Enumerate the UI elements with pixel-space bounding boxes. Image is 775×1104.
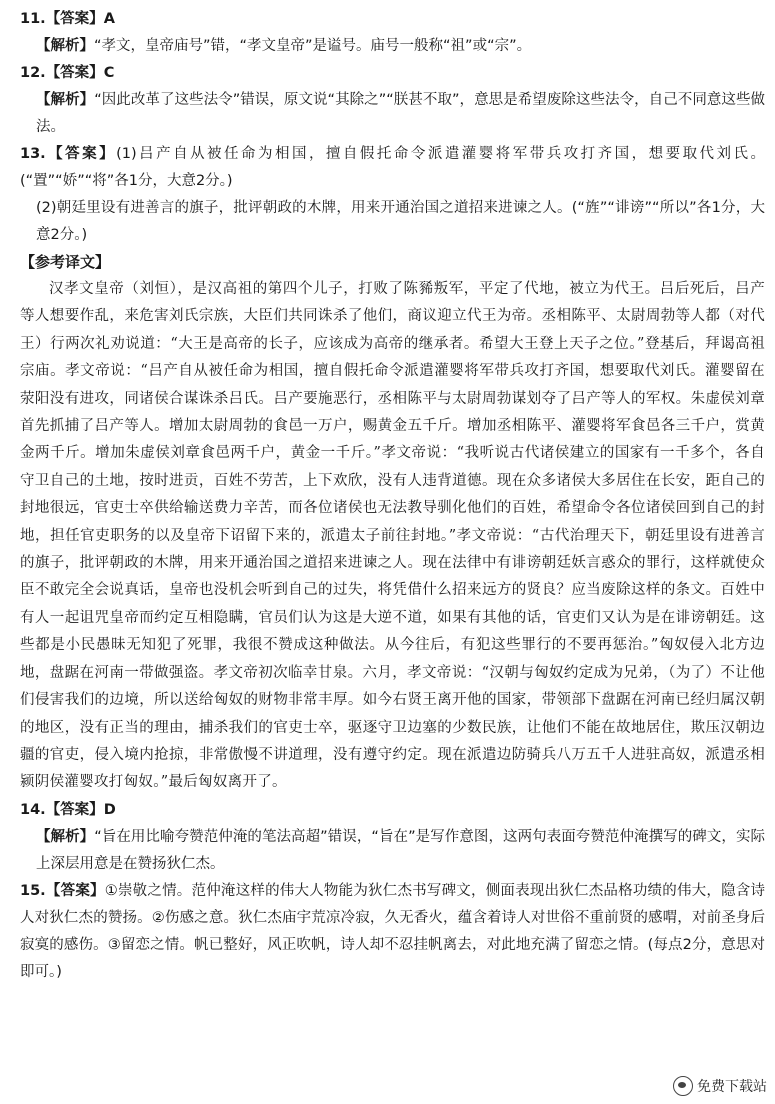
reference-title: 【参考译文】 (20, 253, 111, 271)
answer-text: ①崇敬之情。范仲淹这样的伟大人物能为狄仁杰书写碑文，侧面表现出狄仁杰品格功绩的伟大，隐含诗人对狄仁杰的赞扬。②伤感之意。狄仁杰庙宇荒凉冷寂，久无香火，蕴含着诗人对世俗不重前贤的感喟，对前圣身后寂寞的感伤。③留恋之情。帆已整好，风正吹帆，诗人却不忍挂帆离去，对此地充满了留恋之情。(每点2分，意思对即可。) (20, 882, 766, 980)
explanation-label: 【解析】 (36, 92, 95, 108)
answer-value: D (103, 801, 116, 818)
explanation-label: 【解析】 (36, 38, 94, 54)
question-number: 12. (20, 65, 46, 81)
question-13 (20, 141, 765, 249)
answer-label: 【答案】 (45, 146, 117, 162)
answer-part-2: (2)朝廷里设有进善言的旗子，批评朝政的木牌，用来开通治国之道招来进谏之人。(“旌”“诽谤”“所以”各1分，大意2分。) (36, 200, 765, 243)
question-12 (20, 60, 765, 141)
question-15 (20, 878, 765, 986)
wechat-icon (673, 1076, 693, 1096)
answer-part-1: (1)吕产自从被任命为相国，擅自假托命令派遣灌婴将军带兵攻打齐国，想要取代刘氏。(“置”“娇”“将”各1分，大意2分。) (20, 146, 765, 189)
explanation-label: 【解析】 (36, 828, 95, 845)
answer-sheet (20, 6, 765, 986)
question-11 (20, 6, 765, 60)
question-number: 15. (20, 882, 46, 899)
footer-brand: 免费下载站 (697, 1079, 767, 1095)
reference-text: 汉孝文皇帝（刘恒），是汉高祖的第四个儿子，打败了陈豨叛军，平定了代地，被立为代王。吕后死后，吕产等人想要作乱，来危害刘氏宗族，大臣们共同诛杀了他们，商议迎立代王为帝。丞相陈平、太尉周勃等人都（对代王）行两次礼劝说道：“大王是高帝的长子，应该成为高帝的继承者。希望大王登上天子之位。”登基后，拜谒高祖宗庙。孝文帝说：“吕产自从被任命为相国，擅自假托命令派遣灌婴将军带兵攻打齐国，想要取代刘氏。灌婴留在荥阳没有进攻，同诸侯合谋诛杀吕氏。吕产要施恶行，丞相陈平与太尉周勃谋划夺了吕产等人的军权。朱虚侯刘章首先抓捕了吕产等人。增加太尉周勃的食邑一万户，赐黄金五千斤。增加丞相陈平、灌婴将军食邑各三千户，赏黄金两千斤。增加朱虚侯刘章食邑两千户，黄金一千斤。”孝文帝说：“我听说古代诸侯建立的国家有一千多个，各自守卫自己的土地，按时进贡，百姓不劳苦，上下欢欣，没有人违背道德。现在众多诸侯大多居住在长安，距自己的封地很远，官吏士卒供给输送费力辛苦，而各位诸侯也无法教导驯化他们的百姓，希望命令各位诸侯回到自己的封地，担任官吏职务的以及皇帝下诏留下来的，派遣太子前往封地。”孝文帝说：“古代治理天下，朝廷里设有进善言的旗子，批评朝政的木牌，用来开通治国之道招来进谏之人。现在法律中有诽谤朝廷妖言惑众的罪行，这样就使众臣不敢完全会说真话，皇帝也没机会听到自己的过失，将凭借什么招来远方的贤良？应当废除这样的条文。百姓中有人一起诅咒皇帝而约定互相隐瞒，官员们认为这是大逆不道，如果有其他的话，官吏们又认为是在诽谤朝廷。这些都是小民愚昧无知犯了死罪，我很不赞成这种做法。从今往后，有犯这些罪行的不要再惩治。”匈奴侵入北方边地，盘踞在河南一带做强盗。孝文帝初次临幸甘泉。六月，孝文帝说：“汉朝与匈奴约定成为兄弟，（为了）不让他们侵害我们的边境，所以送给匈奴的财物非常丰厚。如今右贤王离开他的国家，带领部下盘踞在河南已经归属汉朝的地区，没有正当的理由，捕杀我们的官吏士卒，驱逐守卫边塞的少数民族，让他们不能在故地居住，欺压汉朝边疆的官吏，侵入境内抢掠，非常傲慢不讲道理，没有遵守约定。现在派遣边防骑兵八万五千人进驻高奴，派遣丞相颍阴侯灌婴攻打匈奴。”最后匈奴离开了。 (20, 281, 765, 791)
explanation-text: “旨在用比喻夸赞范仲淹的笔法高超”错误，“旨在”是写作意图，这两句表面夸赞范仲淹撰写的碑文，实际上深层用意是在赞扬狄仁杰。 (36, 828, 765, 872)
answer-label: 【答案】 (45, 882, 105, 899)
answer-value: C (103, 65, 115, 81)
answer-label: 【答案】 (45, 11, 104, 27)
explanation-text: “孝文，皇帝庙号”错，“孝文皇帝”是谥号。庙号一般称“祖”或“宗”。 (94, 38, 532, 54)
footer-logo (673, 1076, 767, 1096)
explanation-text: “因此改革了这些法令”错误，原文说“其除之”“朕甚不取”，意思是希望废除这些法令，自己不同意这些做法。 (36, 92, 766, 135)
answer-label: 【答案】 (45, 65, 104, 81)
question-number: 14. (20, 801, 46, 818)
question-number: 11. (20, 11, 46, 27)
answer-label: 【答案】 (45, 801, 104, 818)
reference-translation (20, 249, 765, 797)
question-14 (20, 797, 765, 878)
question-number: 13. (20, 146, 46, 162)
answer-value: A (103, 11, 115, 27)
